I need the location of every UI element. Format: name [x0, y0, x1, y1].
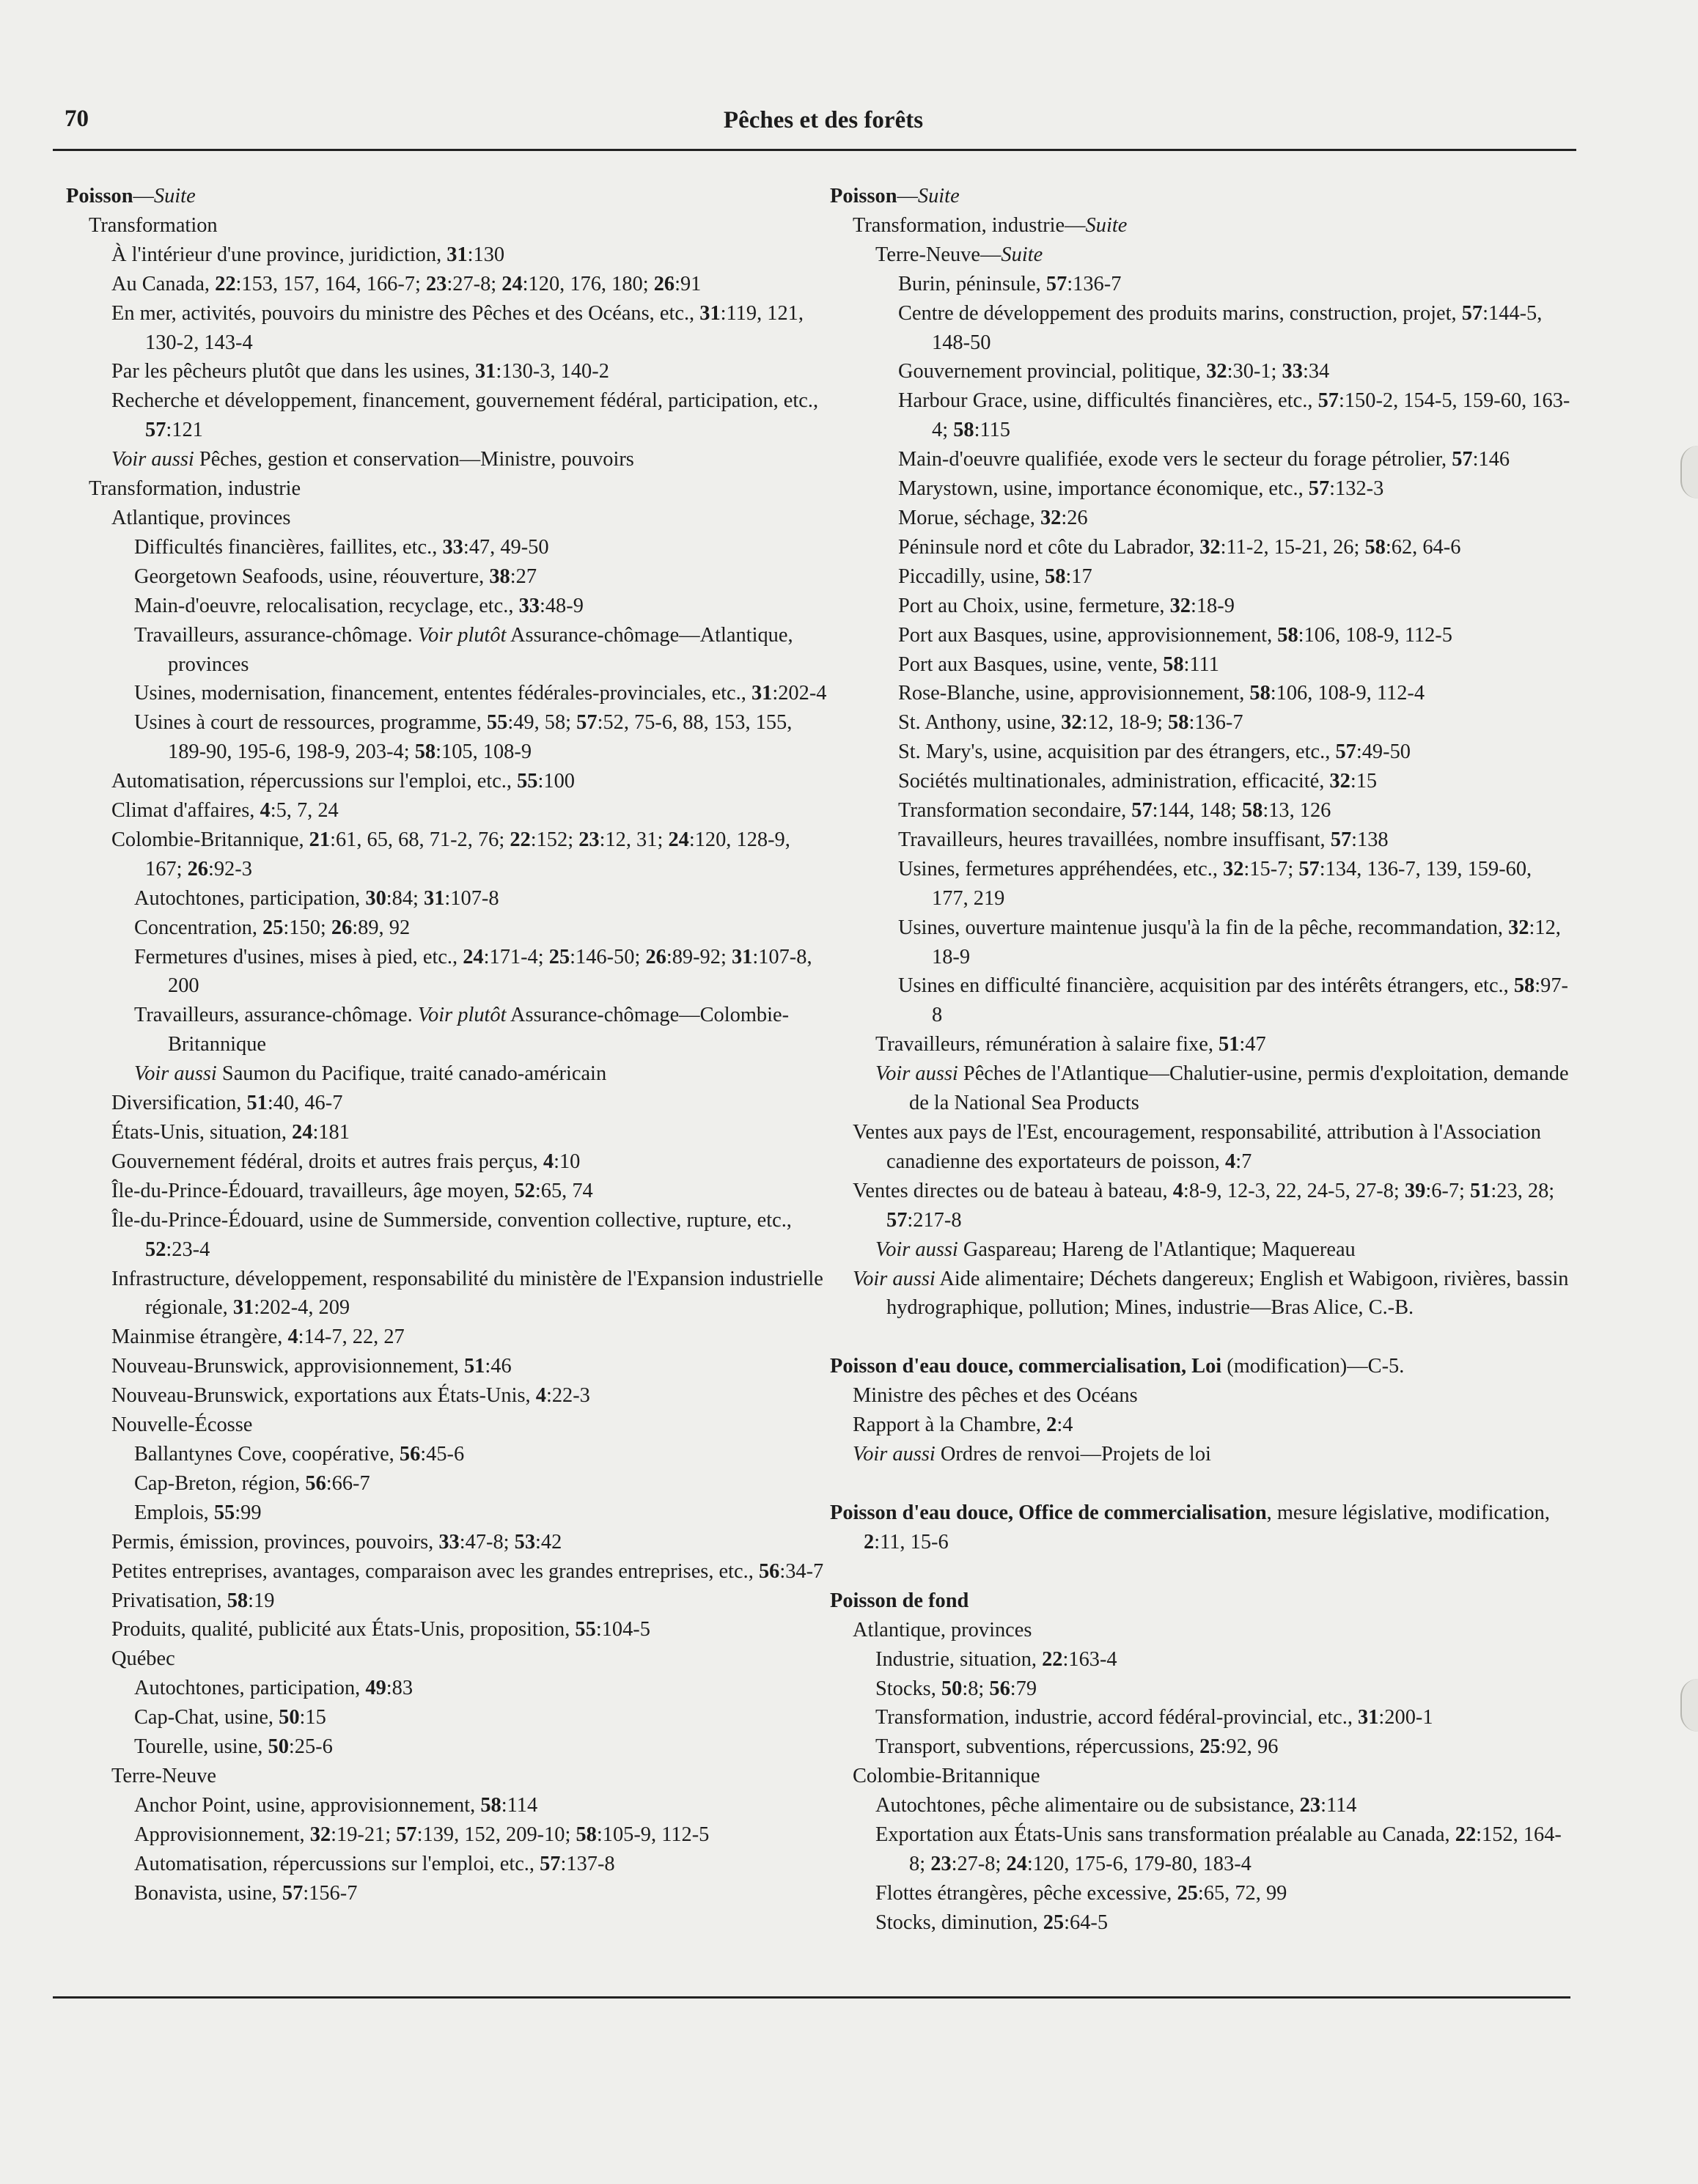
- index-entry: Ventes directes ou de bateau à bateau, 4:8-9, 12-3, 22, 24-5, 27-8; 39:6-7; 51:23, 28; 57:217-8: [853, 1179, 1555, 1232]
- index-entry: Transformation, industrie, accord fédéral-provincial, etc., 31:200-1: [875, 1706, 1433, 1729]
- index-entry: Stocks, diminution, 25:64-5: [875, 1911, 1109, 1934]
- index-entry: Recherche et développement, financement, gouvernement fédéral, participation, etc., 57:121: [111, 389, 819, 442]
- index-entry: Privatisation, 58:19: [111, 1589, 275, 1612]
- index-entry: Usines, modernisation, financement, ententes fédérales-provinciales, etc., 31:202-4: [134, 682, 827, 705]
- index-heading: Poisson—Suite: [830, 185, 960, 207]
- index-entry: Anchor Point, usine, approvisionnement, 58:114: [134, 1793, 538, 1817]
- index-entry: Gouvernement fédéral, droits et autres frais perçus, 4:10: [111, 1150, 581, 1173]
- index-entry: Difficultés financières, faillites, etc., 33:47, 49-50: [134, 535, 549, 559]
- index-entry: Sociétés multinationales, administration, efficacité, 32:15: [898, 770, 1378, 793]
- index-entry: Produits, qualité, publicité aux États-Unis, proposition, 55:104-5: [111, 1618, 650, 1641]
- index-entry: Industrie, situation, 22:163-4: [875, 1647, 1117, 1671]
- index-entry: Transformation, industrie: [89, 477, 301, 501]
- index-entry: Île-du-Prince-Édouard, usine de Summerside, convention collective, rupture, etc., 52:23-4: [111, 1208, 792, 1261]
- index-entry: Piccadilly, usine, 58:17: [898, 565, 1092, 588]
- index-entry: Rapport à la Chambre, 2:4: [853, 1413, 1073, 1437]
- index-entry: Automatisation, répercussions sur l'emploi, etc., 57:137-8: [134, 1852, 615, 1875]
- index-entry: Georgetown Seafoods, usine, réouverture, 38:27: [134, 565, 537, 588]
- index-entry: Ministre des pêches et des Océans: [853, 1384, 1138, 1408]
- index-entry: Gouvernement provincial, politique, 32:30-1; 33:34: [898, 360, 1330, 383]
- index-entry: Voir aussi Aide alimentaire; Déchets dangereux; English et Wabigoon, rivières, bassin hydrographique, pollution; Mines, industrie—Bras Alice, C.-B.: [853, 1267, 1569, 1320]
- index-entry: Voir aussi Gaspareau; Hareng de l'Atlantique; Maquereau: [875, 1238, 1356, 1261]
- index-entry: États-Unis, situation, 24:181: [111, 1121, 350, 1144]
- index-entry: Autochtones, pêche alimentaire ou de subsistance, 23:114: [875, 1794, 1357, 1817]
- index-entry: Voir aussi Pêches de l'Atlantique—Chalutier-usine, permis d'exploitation, demande de la National Sea Products: [875, 1062, 1569, 1115]
- index-entry: Terre-Neuve—Suite: [875, 243, 1043, 266]
- index-entry: Approvisionnement, 32:19-21; 57:139, 152, 209-10; 58:105-9, 112-5: [134, 1823, 710, 1846]
- index-entry: Morue, séchage, 32:26: [898, 506, 1088, 529]
- index-entry: Burin, péninsule, 57:136-7: [898, 272, 1122, 295]
- index-entry: En mer, activités, pouvoirs du ministre des Pêches et des Océans, etc., 31:119, 121, 130-2, 143-4: [111, 301, 804, 354]
- index-entry: Québec: [111, 1647, 175, 1671]
- index-entry: Nouveau-Brunswick, approvisionnement, 51:46: [111, 1355, 512, 1378]
- index-entry: Ventes aux pays de l'Est, encouragement, responsabilité, attribution à l'Association canadienne des exportateurs de poisson, 4:7: [853, 1121, 1541, 1173]
- index-entry: Port au Choix, usine, fermeture, 32:18-9: [898, 594, 1235, 617]
- index-entry: St. Mary's, usine, acquisition par des étrangers, etc., 57:49-50: [898, 740, 1411, 764]
- index-entry: Transformation secondaire, 57:144, 148; 58:13, 126: [898, 799, 1331, 823]
- index-entry: Voir aussi Pêches, gestion et conservation—Ministre, pouvoirs: [111, 448, 634, 471]
- index-column-right: [830, 182, 1570, 1938]
- index-entry: Colombie-Britannique, 21:61, 65, 68, 71-2, 76; 22:152; 23:12, 31; 24:120, 128-9, 167; 26:92-3: [111, 828, 790, 880]
- index-heading: Poisson de fond: [830, 1589, 969, 1612]
- index-entry: Nouveau-Brunswick, exportations aux États-Unis, 4:22-3: [111, 1384, 590, 1408]
- index-entry: Centre de développement des produits marins, construction, projet, 57:144-5, 148-50: [898, 301, 1543, 354]
- index-entry: Permis, émission, provinces, pouvoirs, 33:47-8; 53:42: [111, 1530, 562, 1554]
- index-entry: Transformation, industrie—Suite: [853, 213, 1128, 237]
- index-entry: Emplois, 55:99: [134, 1501, 262, 1524]
- index-entry: Atlantique, provinces: [853, 1618, 1032, 1641]
- index-entry: Mainmise étrangère, 4:14-7, 22, 27: [111, 1326, 405, 1349]
- index-entry: Exportation aux États-Unis sans transformation préalable au Canada, 22:152, 164-8; 23:27-8; 24:120, 175-6, 179-80, 183-4: [875, 1823, 1562, 1875]
- index-entry: Transport, subventions, répercussions, 25:92, 96: [875, 1735, 1279, 1759]
- index-entry: Nouvelle-Écosse: [111, 1413, 253, 1437]
- index-entry: Tourelle, usine, 50:25-6: [134, 1735, 333, 1759]
- index-entry: Autochtones, participation, 30:84; 31:107-8: [134, 886, 499, 910]
- index-heading: Poisson d'eau douce, Office de commercialisation, mesure législative, modification, 2:11, 15-6: [830, 1501, 1550, 1554]
- page-number: 70: [65, 106, 89, 132]
- index-entry: Stocks, 50:8; 56:79: [875, 1677, 1037, 1700]
- index-entry: Travailleurs, assurance-chômage. Voir plutôt Assurance-chômage—Atlantique, provinces: [134, 623, 793, 676]
- index-entry: Colombie-Britannique: [853, 1765, 1040, 1788]
- index-entry: Marystown, usine, importance économique, etc., 57:132-3: [898, 477, 1384, 501]
- index-entry: Fermetures d'usines, mises à pied, etc., 24:171-4; 25:146-50; 26:89-92; 31:107-8, 200: [134, 945, 812, 998]
- index-entry: Port aux Basques, usine, vente, 58:111: [898, 652, 1219, 676]
- index-entry: À l'intérieur d'une province, juridiction, 31:130: [111, 243, 505, 266]
- page-title: Pêches et des forêts: [723, 107, 924, 133]
- index-entry: Main-d'oeuvre, relocalisation, recyclage, etc., 33:48-9: [134, 594, 584, 617]
- index-entry: Voir aussi Saumon du Pacifique, traité canado-américain: [134, 1062, 607, 1086]
- index-entry: Au Canada, 22:153, 157, 164, 166-7; 23:27-8; 24:120, 176, 180; 26:91: [111, 272, 702, 295]
- page-header: [65, 101, 1582, 145]
- index-entry: Cap-Chat, usine, 50:15: [134, 1706, 326, 1729]
- index-entry: Port aux Basques, usine, approvisionnement, 58:106, 108-9, 112-5: [898, 623, 1452, 647]
- index-column-left: [66, 182, 828, 1908]
- index-entry: Ballantynes Cove, coopérative, 56:45-6: [134, 1442, 465, 1466]
- index-entry: Climat d'affaires, 4:5, 7, 24: [111, 799, 339, 823]
- index-entry: Diversification, 51:40, 46-7: [111, 1092, 343, 1115]
- index-heading: Poisson—Suite: [66, 185, 196, 207]
- page-edge-tab-mark: [1680, 1679, 1698, 1732]
- index-entry: Usines, ouverture maintenue jusqu'à la fin de la pêche, recommandation, 32:12, 18-9: [898, 916, 1561, 968]
- index-entry: St. Anthony, usine, 32:12, 18-9; 58:136-7: [898, 711, 1243, 735]
- index-entry: Transformation: [89, 213, 218, 237]
- index-entry: Terre-Neuve: [111, 1764, 217, 1787]
- index-entry: Petites entreprises, avantages, comparaison avec les grandes entreprises, etc., 56:34-7: [111, 1559, 824, 1583]
- index-entry: Usines à court de ressources, programme, 55:49, 58; 57:52, 75-6, 88, 153, 155, 189-90, 195-6, 198-9, 203-4; 58:105, 108-9: [134, 711, 793, 764]
- index-entry: Automatisation, répercussions sur l'emploi, etc., 55:100: [111, 770, 575, 793]
- index-entry: Usines en difficulté financière, acquisition par des intérêts étrangers, etc., 58:97-8: [898, 974, 1568, 1027]
- index-entry: Péninsule nord et côte du Labrador, 32:11-2, 15-21, 26; 58:62, 64-6: [898, 535, 1461, 559]
- index-entry: Bonavista, usine, 57:156-7: [134, 1881, 358, 1905]
- footer-rule: [53, 1996, 1570, 1999]
- index-entry: Île-du-Prince-Édouard, travailleurs, âge moyen, 52:65, 74: [111, 1179, 593, 1202]
- index-entry: Harbour Grace, usine, difficultés financières, etc., 57:150-2, 154-5, 159-60, 163-4; 58:115: [898, 389, 1570, 442]
- page-edge-tab-mark: [1680, 446, 1698, 499]
- index-entry: Rose-Blanche, usine, approvisionnement, 58:106, 108-9, 112-4: [898, 682, 1425, 705]
- index-entry: Atlantique, provinces: [111, 506, 291, 529]
- index-entry: Par les pêcheurs plutôt que dans les usines, 31:130-3, 140-2: [111, 360, 609, 383]
- header-rule: [53, 149, 1576, 151]
- index-entry: Travailleurs, rémunération à salaire fixe, 51:47: [875, 1033, 1266, 1056]
- index-entry: Concentration, 25:150; 26:89, 92: [134, 916, 411, 939]
- index-entry: Infrastructure, développement, responsabilité du ministère de l'Expansion industrielle régionale, 31:202-4, 209: [111, 1267, 823, 1320]
- index-entry: Flottes étrangères, pêche excessive, 25:65, 72, 99: [875, 1881, 1287, 1905]
- index-entry: Travailleurs, assurance-chômage. Voir plutôt Assurance-chômage—Colombie-Britannique: [134, 1004, 790, 1056]
- index-entry: Autochtones, participation, 49:83: [134, 1677, 414, 1700]
- index-heading: Poisson d'eau douce, commercialisation, Loi (modification)—C-5.: [830, 1355, 1405, 1378]
- index-entry: Voir aussi Ordres de renvoi—Projets de loi: [853, 1443, 1211, 1466]
- index-entry: Travailleurs, heures travaillées, nombre insuffisant, 57:138: [898, 828, 1389, 851]
- index-entry: Usines, fermetures appréhendées, etc., 32:15-7; 57:134, 136-7, 139, 159-60, 177, 219: [898, 857, 1532, 910]
- index-entry: Cap-Breton, région, 56:66-7: [134, 1471, 370, 1495]
- index-entry: Main-d'oeuvre qualifiée, exode vers le secteur du forage pétrolier, 57:146: [898, 448, 1510, 471]
